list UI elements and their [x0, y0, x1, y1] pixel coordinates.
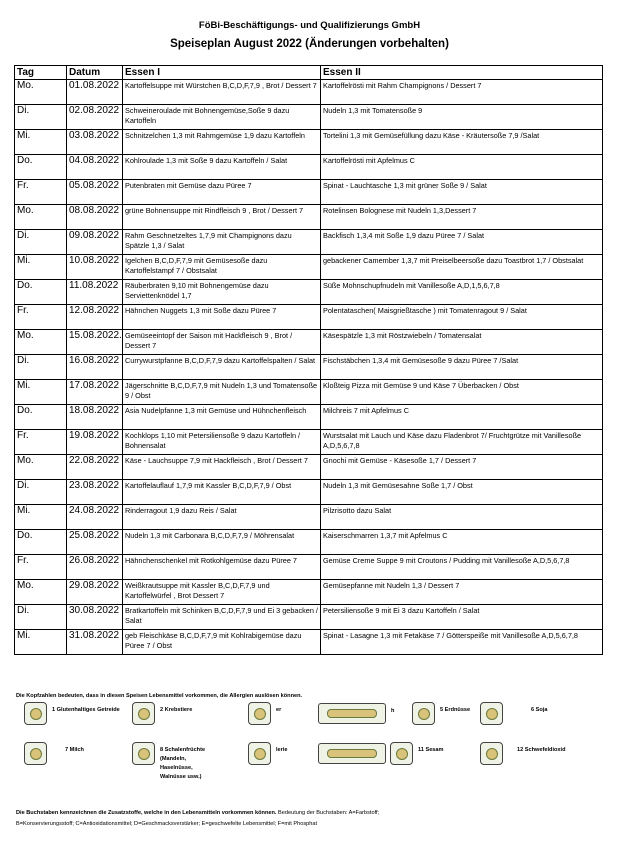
table-header-row [15, 66, 603, 80]
menu-table-body [15, 80, 603, 655]
day-cell: Mo. [15, 455, 67, 480]
additives-legend-line-2: B=Konservierungsstoff; C=Antioxidationsmittel; D=Geschmacksverstärker; E=geschwefelte Lebensmittel; F=mit Phosphat [16, 821, 318, 827]
essen1-cell: Hähnchenschenkel mit Rotkohlgemüse dazu Püree 7 [123, 555, 321, 580]
table-row [15, 105, 603, 130]
day-cell: Di. [15, 355, 67, 380]
allergen-label: 12 Schwefeldioxid [517, 747, 566, 753]
essen1-cell: Weißkrautsuppe mit Kassler B,C,D,F,7,9 und Kartoffelwürfel , Brot Dessert 7 [123, 580, 321, 605]
additives-legend-meaning: Bedeutung der Buchstaben: A=Farbstoff; [276, 810, 380, 816]
day-cell: Mo. [15, 80, 67, 105]
day-cell: Mi. [15, 255, 67, 280]
allergen-label: h [391, 708, 395, 714]
date-cell: 10.08.2022 [67, 255, 123, 280]
essen1-cell: Rahm Geschnetzeltes 1,7,9 mit Champignons dazu Spätzle 1,3 / Salat [123, 230, 321, 255]
table-row [15, 155, 603, 180]
date-cell: 09.08.2022 [67, 230, 123, 255]
table-row [15, 480, 603, 505]
essen2-cell: Pilzrisotto dazu Salat [321, 505, 603, 530]
essen2-cell: Süße Mohnschupfnudeln mit Vanillesoße A,D,1,5,6,7,8 [321, 280, 603, 305]
wheat-icon [24, 702, 47, 725]
nut-icon [132, 742, 155, 765]
egg-icon [248, 702, 271, 725]
table-row [15, 380, 603, 405]
essen2-cell: Käsespätzle 1,3 mit Röstzwiebeln / Tomatensalat [321, 330, 603, 355]
column-header-datum: Datum [67, 66, 123, 80]
day-cell: Fr. [15, 180, 67, 205]
essen1-cell: Kochklops 1,10 mit Petersiliensoße 9 dazu Kartoffeln / Bohnensalat [123, 430, 321, 455]
date-cell: 02.08.2022 [67, 105, 123, 130]
date-cell: 16.08.2022 [67, 355, 123, 380]
day-cell: Do. [15, 405, 67, 430]
day-cell: Do. [15, 280, 67, 305]
allergen-label: 8 Schalenfrüchte (Mandeln, Haselnüsse, Walnüsse usw.) [160, 747, 206, 780]
table-row [15, 405, 603, 430]
essen2-cell: Kaiserschmarren 1,3,7 mit Apfelmus C [321, 530, 603, 555]
soy-icon [480, 702, 503, 725]
table-row [15, 580, 603, 605]
essen1-cell: Schweineroulade mit Bohnengemüse,Soße 9 dazu Kartoffeln [123, 105, 321, 130]
essen1-cell: grüne Bohnensuppe mit Rindfleisch 9 , Brot / Dessert 7 [123, 205, 321, 230]
date-cell: 15.08.2022. [67, 330, 123, 355]
day-cell: Di. [15, 480, 67, 505]
essen2-cell: gebackener Camember 1,3,7 mit Preiselbeersoße dazu Toastbrot 1,7 / Obstsalat [321, 255, 603, 280]
date-cell: 25.08.2022 [67, 530, 123, 555]
day-cell: Mo. [15, 330, 67, 355]
allergen-2 [132, 702, 192, 725]
essen1-cell: Käse - Lauchsuppe 7,9 mit Hackfleisch , Brot / Dessert 7 [123, 455, 321, 480]
date-cell: 04.08.2022 [67, 155, 123, 180]
essen1-cell: Putenbraten mit Gemüse dazu Püree 7 [123, 180, 321, 205]
essen2-cell: Kloßteig Pizza mit Gemüse 9 und Käse 7 Überbacken / Obst [321, 380, 603, 405]
essen1-cell: Kartoffelsuppe mit Würstchen B,C,D,F,7,9 , Brot / Dessert 7 [123, 80, 321, 105]
essen1-cell: Rinderragout 1,9 dazu Reis / Salat [123, 505, 321, 530]
date-cell: 31.08.2022 [67, 630, 123, 655]
table-row [15, 430, 603, 455]
essen1-cell: Gemüseeintopf der Saison mit Hackfleisch 9 , Brot / Dessert 7 [123, 330, 321, 355]
day-cell: Mi. [15, 505, 67, 530]
essen2-cell: Spinat - Lasagne 1,3 mit Fetakäse 7 / Götterspeiße mit Vanillesoße A,D,5,6,7,8 [321, 630, 603, 655]
essen2-cell: Tortelini 1,3 mit Gemüsefüllung dazu Käse - Kräutersoße 7,9 /Salat [321, 130, 603, 155]
essen2-cell: Wurstsalat mit Lauch und Käse dazu Fladenbrot 7/ Fruchtgrütze mit Vanillesoße A,D,5,6,7,8 [321, 430, 603, 455]
allergen-label: 1 Glutenhaltiges Getreide [52, 707, 120, 713]
milk-icon [24, 742, 47, 765]
essen1-cell: Räuberbraten 9,10 mit Bohnengemüse dazu Serviettenknödel 1,7 [123, 280, 321, 305]
essen1-cell: Kohlroulade 1,3 mit Soße 9 dazu Kartoffeln / Salat [123, 155, 321, 180]
table-row [15, 630, 603, 655]
table-row [15, 280, 603, 305]
essen1-cell: Nudeln 1,3 mit Carbonara B,C,D,F,7,9 / Möhrensalat [123, 530, 321, 555]
allergen-10 [318, 743, 386, 764]
essen2-cell: Rotelinsen Bolognese mit Nudeln 1,3,Dessert 7 [321, 205, 603, 230]
table-row [15, 130, 603, 155]
sesame-icon [390, 742, 413, 765]
allergen-11 [390, 742, 444, 765]
allergen-label: 5 Erdnüsse [440, 707, 471, 713]
essen1-cell: geb Fleischkäse B,C,D,F,7,9 mit Kohlrabigemüse dazu Püree 7 / Obst [123, 630, 321, 655]
day-cell: Mi. [15, 130, 67, 155]
essen1-cell: Jägerschnitte B,C,D,F,7,9 mit Nudeln 1,3 und Tomatensoße 9 / Obst [123, 380, 321, 405]
essen2-cell: Gemüsepfanne mit Nudeln 1,3 / Dessert 7 [321, 580, 603, 605]
allergen-3 [248, 702, 281, 725]
essen1-cell: Hähnchen Nuggets 1,3 mit Soße dazu Püree 7 [123, 305, 321, 330]
date-cell: 12.08.2022 [67, 305, 123, 330]
table-row [15, 255, 603, 280]
allergen-legend-intro: Die Kopfzahlen bedeuten, dass in diesen Speisen Lebensmittel vorkommen, die Allergien auslösen können. [16, 693, 303, 699]
allergen-label: 2 Krebstiere [160, 707, 193, 713]
table-row [15, 355, 603, 380]
allergen-6 [480, 702, 547, 725]
date-cell: 11.08.2022 [67, 280, 123, 305]
allergen-9 [248, 742, 288, 765]
essen2-cell: Polentataschen( Maisgrießtasche ) mit Tomatenragout 9 / Salat [321, 305, 603, 330]
table-row [15, 530, 603, 555]
date-cell: 17.08.2022 [67, 380, 123, 405]
date-cell: 30.08.2022 [67, 605, 123, 630]
date-cell: 26.08.2022 [67, 555, 123, 580]
celery-icon [248, 742, 271, 765]
date-cell: 01.08.2022 [67, 80, 123, 105]
table-row [15, 180, 603, 205]
allergen-label: 11 Sesam [418, 747, 444, 753]
column-header-essen1: Essen I [123, 66, 321, 80]
allergen-7 [24, 742, 84, 765]
additives-legend-line-1 [16, 808, 606, 818]
allergen-label: 7 Milch [65, 747, 84, 753]
essen2-cell: Milchreis 7 mit Apfelmus C [321, 405, 603, 430]
day-cell: Do. [15, 530, 67, 555]
peanut-icon [412, 702, 435, 725]
day-cell: Fr. [15, 430, 67, 455]
day-cell: Fr. [15, 555, 67, 580]
day-cell: Mi. [15, 630, 67, 655]
date-cell: 29.08.2022 [67, 580, 123, 605]
table-row [15, 205, 603, 230]
essen2-cell: Gnochi mit Gemüse - Käsesoße 1,7 / Dessert 7 [321, 455, 603, 480]
table-row [15, 555, 603, 580]
allergen-label: 6 Soja [531, 707, 548, 713]
allergen-label: er [276, 707, 282, 713]
essen1-cell: Schnitzelchen 1,3 mit Rahmgemüse 1,9 dazu Kartoffeln [123, 130, 321, 155]
date-cell: 05.08.2022 [67, 180, 123, 205]
essen1-cell: Asia Nudelpfanne 1,3 mit Gemüse und Hühnchenfleisch [123, 405, 321, 430]
allergen-label: lerie [276, 747, 288, 753]
table-row [15, 230, 603, 255]
column-header-essen2: Essen II [321, 66, 603, 80]
table-row [15, 80, 603, 105]
allergen-4 [318, 703, 394, 724]
allergen-8 [132, 742, 205, 782]
organization-name: FöBi-Beschäftigungs- und Qualifizierungs GmbH [198, 20, 421, 31]
crab-icon [132, 702, 155, 725]
day-cell: Mo. [15, 205, 67, 230]
date-cell: 08.08.2022 [67, 205, 123, 230]
day-cell: Mo. [15, 580, 67, 605]
allergen-5 [412, 702, 470, 725]
date-cell: 23.08.2022 [67, 480, 123, 505]
table-row [15, 505, 603, 530]
essen2-cell: Backfisch 1,3,4 mit Soße 1,9 dazu Püree 7 / Salat [321, 230, 603, 255]
menu-table [14, 65, 603, 655]
essen2-cell: Kartoffelrösti mit Rahm Champignons / Dessert 7 [321, 80, 603, 105]
table-row [15, 330, 603, 355]
table-row [15, 305, 603, 330]
essen2-cell: Nudeln 1,3 mit Gemüsesahne Soße 1,7 / Obst [321, 480, 603, 505]
essen2-cell: Gemüse Creme Suppe 9 mit Croutons / Pudding mit Vanillesoße A,D,5,6,7,8 [321, 555, 603, 580]
allergen-1 [24, 702, 120, 725]
essen1-cell: Kartoffelauflauf 1,7,9 mit Kassler B,C,D,F,7,9 / Obst [123, 480, 321, 505]
day-cell: Mi. [15, 380, 67, 405]
essen2-cell: Petersiliensoße 9 mit Ei 3 dazu Kartoffeln / Salat [321, 605, 603, 630]
date-cell: 03.08.2022 [67, 130, 123, 155]
date-cell: 18.08.2022 [67, 405, 123, 430]
day-cell: Di. [15, 105, 67, 130]
sulfite-icon [480, 742, 503, 765]
essen2-cell: Nudeln 1,3 mit Tomatensoße 9 [321, 105, 603, 130]
date-cell: 19.08.2022 [67, 430, 123, 455]
fish-icon [318, 703, 386, 724]
additives-legend-intro: Die Buchstaben kennzeichnen die Zusatzstoffe, welche in den Lebensmitteln vorkommen können. [16, 810, 277, 816]
essen1-cell: Igelchen B,C,D,F,7,9 mit Gemüsesoße dazu Kartoffelstampf 7 / Obstsalat [123, 255, 321, 280]
essen2-cell: Kartoffelrösti mit Apfelmus C [321, 155, 603, 180]
date-cell: 22.08.2022 [67, 455, 123, 480]
date-cell: 24.08.2022 [67, 505, 123, 530]
essen1-cell: Currywurstpfanne B,C,D,F,7,9 dazu Kartoffelspalten / Salat [123, 355, 321, 380]
column-header-tag: Tag [15, 66, 67, 80]
essen1-cell: Bratkartoffeln mit Schinken B,C,D,F,7,9 und Ei 3 gebacken / Salat [123, 605, 321, 630]
day-cell: Di. [15, 605, 67, 630]
day-cell: Di. [15, 230, 67, 255]
essen2-cell: Spinat - Lauchtasche 1,3 mit grüner Soße 9 / Salat [321, 180, 603, 205]
mustard-icon [318, 743, 386, 764]
table-row [15, 455, 603, 480]
day-cell: Do. [15, 155, 67, 180]
essen2-cell: Fischstäbchen 1,3,4 mit Gemüsesoße 9 dazu Püree 7 /Salat [321, 355, 603, 380]
allergen-12 [480, 742, 566, 765]
table-row [15, 605, 603, 630]
day-cell: Fr. [15, 305, 67, 330]
page-title: Speiseplan August 2022 (Änderungen vorbehalten) [170, 38, 449, 50]
